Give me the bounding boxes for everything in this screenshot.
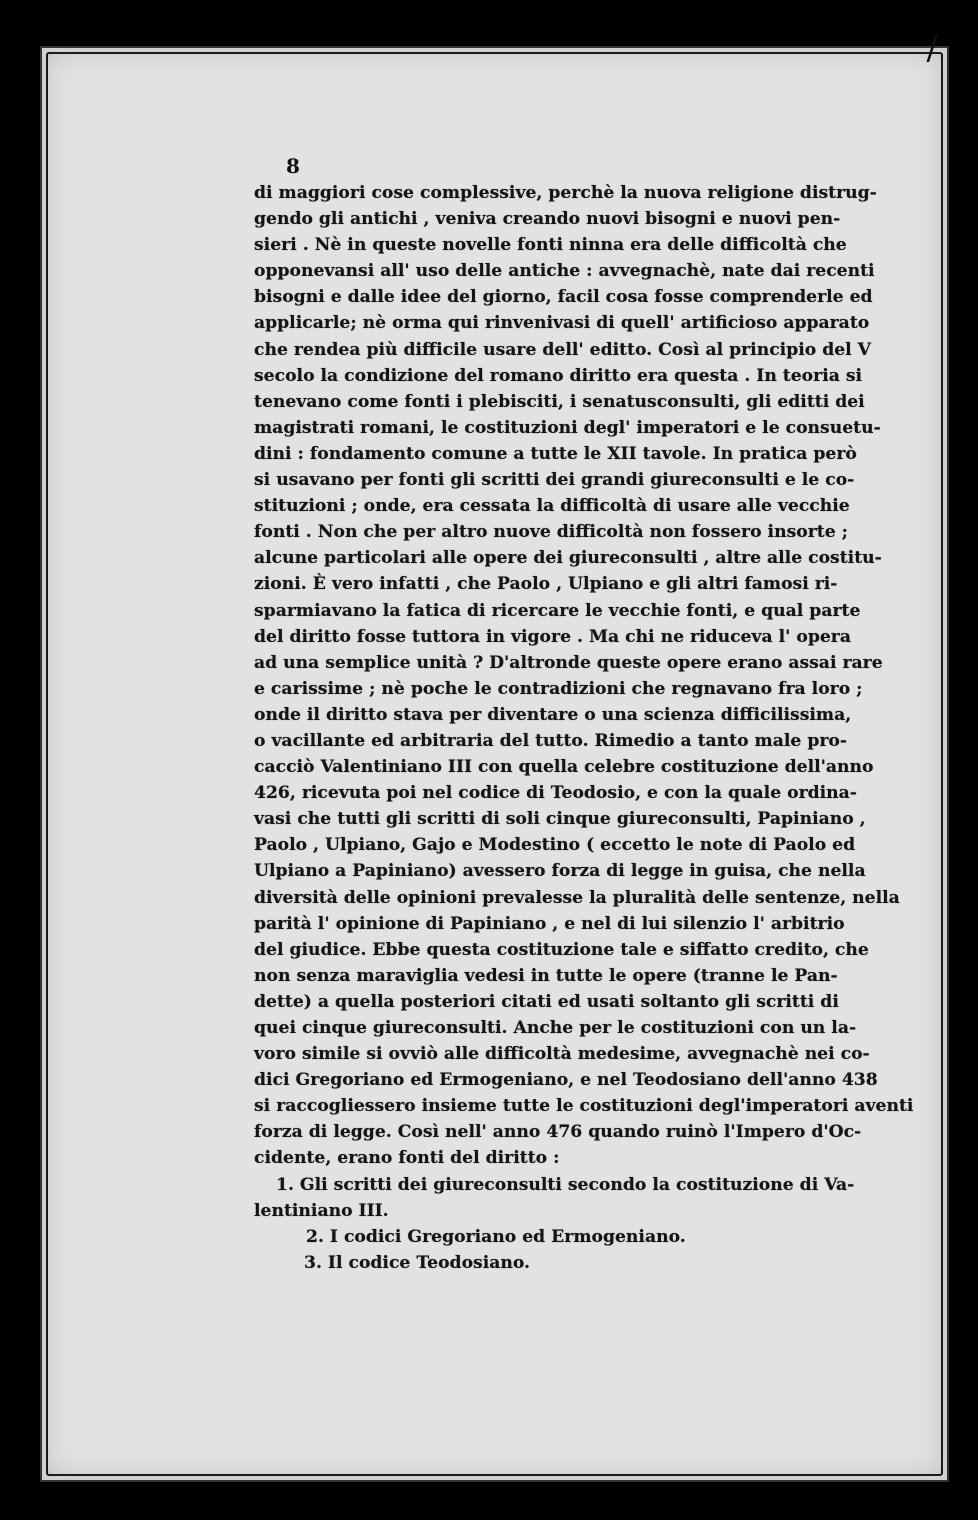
text-line: applicarle; nè orma qui rinvenivasi di quell' artificioso apparato (254, 313, 870, 334)
text-line: cidente, erano fonti del diritto : (254, 1148, 560, 1169)
list-item-3: 3. Il codice Teodosiano. (304, 1252, 531, 1273)
text-line: sieri . Nè in queste novelle fonti ninna era delle difficoltà che (254, 235, 847, 256)
text-line: che rendea più difficile usare dell' editto. Così al principio del V (254, 339, 871, 360)
text-line: di maggiori cose complessive, perchè la nuova religione distrug- (254, 183, 877, 203)
text-line: quei cinque giureconsulti. Anche per le costituzioni con un la- (254, 1018, 857, 1038)
text-line: del giudice. Ebbe questa costituzione tale e siffatto credito, che (254, 939, 869, 960)
text-line: dici Gregoriano ed Ermogeniano, e nel Teodosiano dell'anno 438 (254, 1070, 878, 1091)
text-line: tenevano come fonti i plebisciti, i senatusconsulti, gli editti dei (254, 391, 865, 412)
text-line: magistrati romani, le costituzioni degl' imperatori e le consuetu- (254, 417, 881, 438)
text-line: diversità delle opinioni prevalesse la pluralità delle sentenze, nella (254, 887, 900, 908)
text-line: onde il diritto stava per diventare o una scienza difficilissima, (254, 704, 852, 725)
text-line: zioni. È vero infatti , che Paolo , Ulpiano e gli altri famosi ri- (254, 574, 838, 595)
text-line: fonti . Non che per altro nuove difficoltà non fossero insorte ; (254, 522, 848, 543)
text-line: voro simile si ovviò alle difficoltà medesime, avvegnachè nei co- (254, 1044, 870, 1065)
text-line: parità l' opinione di Papiniano , e nel di lui silenzio l' arbitrio (254, 913, 845, 934)
text-line: secolo la condizione del romano diritto era questa . In teoria si (254, 365, 863, 386)
list-item-1: 1. Gli scritti dei giureconsulti secondo la costituzione di Va- (276, 1174, 855, 1195)
list-item-2: 2. I codici Gregoriano ed Ermogeniano. (306, 1226, 686, 1247)
text-line: gendo gli antichi , veniva creando nuovi bisogni e nuovi pen- (254, 209, 841, 230)
list-item-1-continuation: lentiniano III. (254, 1200, 389, 1221)
text-line: ad una semplice unità ? D'altronde queste opere erano assai rare (254, 652, 883, 673)
text-line: alcune particolari alle opere dei giureconsulti , altre alle costitu- (254, 548, 882, 569)
text-line: opponevansi all' uso delle antiche : avvegnachè, nate dai recenti (254, 261, 875, 282)
text-line: stituzioni ; onde, era cessata la difficoltà di usare alle vecchie (254, 496, 850, 517)
text-line: dette) a quella posteriori citati ed usati soltanto gli scritti di (254, 991, 839, 1012)
text-line: e carissime ; nè poche le contradizioni che regnavano fra loro ; (254, 678, 863, 699)
text-line: o vacillante ed arbitraria del tutto. Rimedio a tanto male pro- (254, 730, 847, 751)
text-line: cacciò Valentiniano III con quella celebre costituzione dell'anno (254, 757, 874, 778)
text-line: bisogni e dalle idee del giorno, facil cosa fosse comprenderle ed (254, 287, 873, 308)
text-line: dini : fondamento comune a tutte le XII tavole. In pratica però (254, 443, 857, 464)
corner-mark: / (926, 28, 938, 68)
text-line: Ulpiano a Papiniano) avessero forza di legge in guisa, che nella (254, 861, 866, 882)
text-line: Paolo , Ulpiano, Gajo e Modestino ( eccetto le note di Paolo ed (254, 835, 856, 856)
text-line: forza di legge. Così nell' anno 476 quando ruinò l'Impero d'Oc- (254, 1122, 862, 1143)
text-line: si usavano per fonti gli scritti dei grandi giureconsulti e le co- (254, 470, 855, 491)
body-text (254, 180, 914, 1276)
text-line: 426, ricevuta poi nel codice di Teodosio, e con la quale ordina- (254, 783, 857, 804)
text-line: si raccogliessero insieme tutte le costituzioni degl'imperatori aventi (254, 1096, 914, 1117)
text-line: sparmiavano la fatica di ricercare le vecchie fonti, e qual parte (254, 600, 861, 621)
text-line: del diritto fosse tuttora in vigore . Ma chi ne riduceva l' opera (254, 626, 851, 647)
text-line: vasi che tutti gli scritti di soli cinque giureconsulti, Papiniano , (254, 809, 866, 830)
text-line: non senza maraviglia vedesi in tutte le opere (tranne le Pan- (254, 965, 838, 986)
page-number: 8 (286, 154, 300, 178)
